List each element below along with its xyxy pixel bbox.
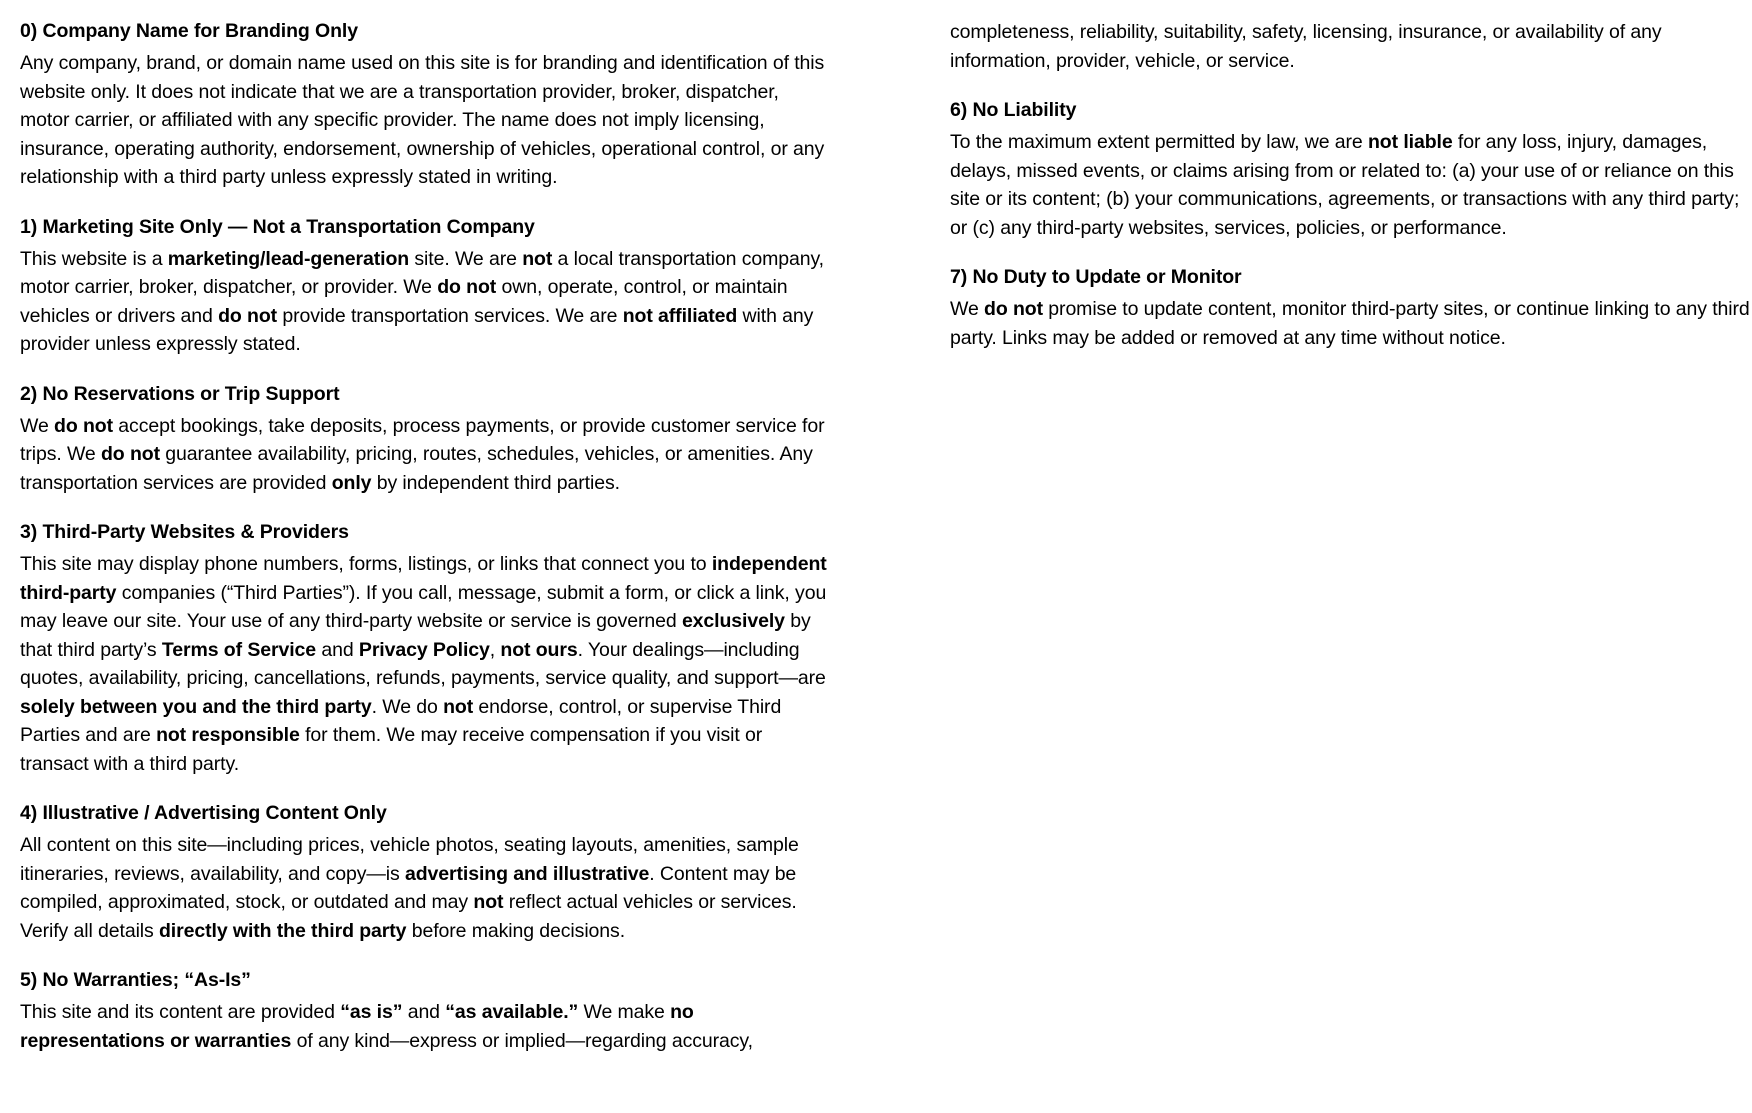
section-no-liability <box>950 97 1752 242</box>
left-column <box>20 18 830 1055</box>
section-body: All content on this site—including prices, vehicle photos, seating layouts, amenities, sample itineraries, reviews, availability, and copy—is advertising and illustrative. Content may be compiled, approximated, stock, or outdated and may not reflect actual vehicles or services. Verify all details directly with the third party before making decisions. <box>20 834 799 942</box>
section-body: This site and its content are provided “as is” and “as available.” We make no representations or warranties of any kind—express or implied—regarding accuracy, <box>20 1001 753 1052</box>
section-heading: 4) Illustrative / Advertising Content Only <box>20 802 387 824</box>
section-body: This website is a marketing/lead-generation site. We are not a local transportation company, motor carrier, broker, dispatcher, or provider. We do not own, operate, control, or maintain vehicles or drivers and do not provide transportation services. We are not affiliated with any provider unless expressly stated. <box>20 247 824 355</box>
section-body: To the maximum extent permitted by law, we are not liable for any loss, injury, damages, delays, missed events, or claims arising from or related to: (a) your use of or reliance on this site or its content; (b) your communications, agreements, or transactions with any third party; or (c) any third-party websites, services, policies, or performance. <box>950 131 1740 239</box>
section-heading: 7) No Duty to Update or Monitor <box>950 266 1242 288</box>
section-heading: 6) No Liability <box>950 99 1077 121</box>
right-column <box>950 18 1752 352</box>
section-company-name-branding <box>20 18 830 192</box>
section-body: We do not promise to update content, monitor third-party sites, or continue linking to any third party. Links may be added or removed at any time without notice. <box>950 298 1750 349</box>
section-illustrative-content <box>20 800 830 945</box>
section-no-duty-to-update <box>950 264 1752 352</box>
section-heading: 5) No Warranties; “As-Is” <box>20 969 251 991</box>
section-no-warranties <box>20 967 830 1055</box>
section-heading: 1) Marketing Site Only — Not a Transportation Company <box>20 215 535 238</box>
section-body: This site may display phone numbers, forms, listings, or links that connect you to independent third-party companies (“Third Parties”). If you call, message, submit a form, or click a link, you may leave our site. Your use of any third-party website or service is governed exclusively by that third party’s Terms of Service and Privacy Policy, not ours. Your dealings—including quotes, availability, pricing, cancellations, refunds, payments, service quality, and support—are solely between you and the third party. We do not endorse, control, or supervise Third Parties and are not responsible for them. We may receive compensation if you visit or transact with a third party. <box>20 553 827 775</box>
section-heading: 2) No Reservations or Trip Support <box>20 382 340 405</box>
section-heading: 3) Third-Party Websites & Providers <box>20 521 349 543</box>
section-third-party-websites <box>20 519 830 778</box>
section-body: We do not accept bookings, take deposits, process payments, or provide customer service for trips. We do not guarantee availability, pricing, routes, schedules, vehicles, or amenities. Any transportation services are provided only by independent third parties. <box>20 414 825 494</box>
section-marketing-site-only <box>20 214 830 359</box>
section-body: Any company, brand, or domain name used on this site is for branding and identification of this website only. It does not indicate that we are a transportation provider, broker, dispatcher, motor carrier, or affiliated with any specific provider. The name does not imply licensing, insurance, operating authority, endorsement, ownership of vehicles, operational control, or any relationship with a third party unless expressly stated in writing. <box>20 52 825 188</box>
section-no-warranties-continued <box>950 18 1752 75</box>
section-heading: 0) Company Name for Branding Only <box>20 20 358 42</box>
section-body: completeness, reliability, suitability, safety, licensing, insurance, or availability of any information, provider, vehicle, or service. <box>950 21 1662 72</box>
section-no-reservations <box>20 381 830 498</box>
